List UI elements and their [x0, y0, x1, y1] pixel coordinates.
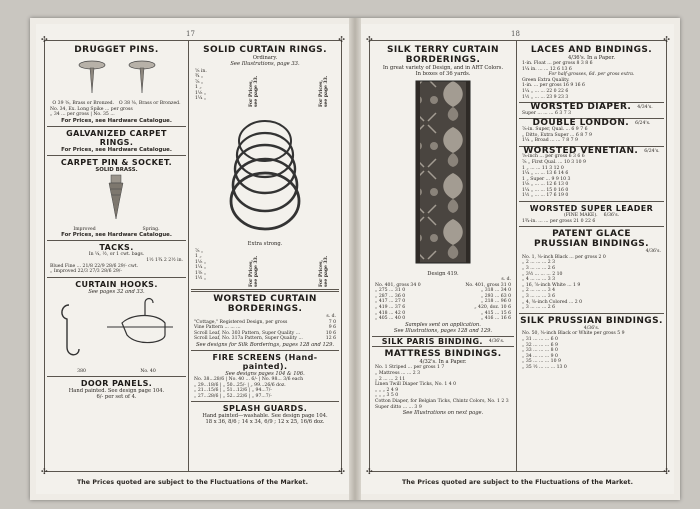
- carpet-pin-note: For Prices, see Hardware Catalogue.: [61, 232, 172, 239]
- worsted-diaper-price: 4/34's.: [637, 105, 653, 111]
- carpet-pin-label-left: Improved: [73, 226, 96, 232]
- worsted-row-price: 12 6: [325, 336, 336, 342]
- galvanized-note: For Prices, see Hardware Catalogue.: [61, 146, 172, 153]
- corner-ornament: ✣: [663, 467, 670, 476]
- mattress-row: Linen Twill Diaper Ticks, No. 1 4 0: [375, 382, 457, 388]
- glace-row: „ 3 ... ... ... 2 6: [522, 266, 556, 272]
- right-column: [191, 41, 339, 471]
- glace-row: „ 3 ... ... ... 3 6: [522, 294, 556, 299]
- tacks-line4: „ Improved 22/3 27/3 28/6 29/-: [50, 269, 122, 275]
- bordering-design-illustration: [372, 77, 514, 267]
- glace-row: „ 3 ... ... ... 2 6: [522, 305, 556, 311]
- rings-price-table-top: [191, 67, 339, 107]
- corner-ornament: ✣: [338, 35, 345, 44]
- laces-row: 1-in. Float ... per gross 8 3 8 6: [522, 61, 593, 66]
- ring-size: 1 „: [195, 254, 202, 260]
- worsted-row-price: 10 6: [325, 330, 336, 336]
- silk-terry-row-right: „ 218 ... 96 0: [480, 299, 511, 305]
- venetian-row: ⅝-inch ... per gross 6 3 6 6: [522, 154, 585, 160]
- worsted-borderings-title: WORSTED CURTAIN BORDERINGS.: [213, 294, 317, 314]
- left-page: [36, 24, 349, 494]
- fire-screens-title: FIRE SCREENS (Hand-painted).: [212, 352, 318, 371]
- ring-size: 1⅛ „: [195, 90, 207, 96]
- rings-price-label: For Prices, see page 33.: [249, 255, 259, 287]
- galvanized-title: GALVANIZED CARPET RINGS.: [66, 128, 167, 147]
- fire-screens-line: „ 29...18/6 | „ 50...25/- | „ 99...26/6 doz.: [194, 382, 286, 388]
- mattress-note: See Illustrations on next page.: [402, 410, 484, 417]
- laces-row: Green Extra Quality.: [522, 77, 570, 83]
- door-panels-line1: Hand painted. See design page 104.: [68, 388, 165, 395]
- right-page: [361, 24, 674, 494]
- silk-terry-title: SILK TERRY CURTAIN BORDERINGS.: [387, 45, 499, 65]
- worsted-leader-row: 1¾-in. ... ... per gross 21 0 22 6: [522, 218, 596, 224]
- venetian-row: 1 „ ... ... 11 3 12 0: [522, 165, 564, 171]
- left-column: [372, 41, 514, 471]
- laces-row: 1¼ in. ... ... 12 6 13 6: [522, 66, 572, 72]
- laces-title: LACES AND BINDINGS.: [530, 45, 653, 55]
- ring-size: 1¼ „: [195, 265, 207, 271]
- silk-prussian-row: „ 35 ½ ... ... ... 13 0: [522, 364, 567, 370]
- mattress-row: Super ditto ... ... 3 9: [375, 404, 422, 410]
- rings-price-table-bottom: [191, 247, 339, 287]
- silk-terry-subtitle2: In boxes of 36 yards.: [415, 71, 471, 77]
- carpet-pin-illustration: [47, 173, 186, 223]
- silk-paris-price: 4/36's.: [488, 338, 505, 344]
- laces-row: 1-in. ... per gross 16 9 16 6: [522, 83, 585, 89]
- double-london-price: 6/24's.: [635, 121, 651, 127]
- laces-sub: 4/36's. In a Paper.: [567, 55, 616, 61]
- mattress-row: No. 1 Striped ... per gross 1 7: [375, 365, 445, 371]
- corner-ornament: ✣: [366, 467, 373, 476]
- hook-label-right: No. 40: [140, 368, 156, 374]
- mattress-row: „ 2 ... ... 2 11: [375, 376, 406, 382]
- laces-row: 1¼ „ ... ... 22 0 22 6: [522, 88, 569, 94]
- mattress-row: „ „ „ 3 5 0: [375, 393, 399, 399]
- drugget-line2: „ 34 ... per gross | No. 35 ...: [50, 112, 115, 118]
- venetian-row: ⅞ „ First Qual. ... 10 3 10 9: [522, 159, 586, 165]
- worsted-leader-price: 6/36's.: [603, 213, 620, 219]
- corner-ornament: ✣: [663, 35, 670, 44]
- ring-size: ⅞ „: [195, 249, 204, 254]
- fire-screens-line: „ 21...15/6 | „ 51...12/6 | „ 94...7/-: [194, 388, 272, 394]
- worsted-leader-title: WORSTED SUPER LEADER: [529, 204, 654, 214]
- corner-ornament: ✣: [366, 35, 373, 44]
- silk-prussian-row: „ 32 ... ... ... 6 9: [522, 342, 558, 348]
- glace-row: „ 2 ... ... ... 2 3: [522, 260, 556, 266]
- drugget-title: DRUGGET PINS.: [74, 45, 159, 55]
- worsted-diaper-row: Super ... ... ... 6 3 7 3: [522, 110, 572, 116]
- curtain-hooks-illustration: [47, 295, 186, 365]
- double-london-row: 1¼ „ Broad ... ... 7 8 7 9: [522, 138, 578, 144]
- patent-glace-title: PATENT GLACE PRUSSIAN BINDINGS.: [534, 229, 649, 250]
- worsted-row-price: 7 0: [328, 319, 336, 325]
- silk-terry-row-left: „ 275 ... 31 0: [375, 288, 406, 294]
- worsted-venetian-price: 6/24's.: [644, 148, 660, 154]
- page-footer: The Prices quoted are subject to the Fluctuations of the Market.: [76, 479, 309, 486]
- silk-prussian-row: „ 31 ... ... ... 6 0: [522, 336, 558, 342]
- right-column: [519, 41, 664, 471]
- silk-terry-note1: Samples sent on application.: [405, 321, 481, 328]
- patent-glace-price: 4/36's.: [645, 249, 661, 255]
- double-london-title: DOUBLE LONDON.: [532, 118, 630, 129]
- splash-guards-title: SPLASH GUARDS.: [222, 404, 308, 414]
- drugget-fig2-label: O 38 ⅜, Brass or Bronzed.: [118, 101, 181, 106]
- hook-label-left: 380: [77, 368, 86, 374]
- worsted-row-name: "Cottage," Registered Design, per gross: [194, 319, 288, 325]
- open-catalogue: [30, 18, 680, 500]
- tacks-title: TACKS.: [99, 243, 134, 253]
- silk-prussian-row: „ 34 ... ... ... 9 0: [522, 353, 558, 359]
- venetian-row: 1¼ „ ... ... 15 0 16 0: [522, 187, 569, 193]
- corner-ornament: ✣: [41, 35, 48, 44]
- fire-screens-line: „ 27...28/6 | „ 52...22/6 | „ 97...7/-: [194, 393, 272, 399]
- design-label: Design 419.: [427, 271, 459, 277]
- worsted-row-price: 9 6: [328, 325, 336, 331]
- mattress-row: Cotton Diaper, for Belgian Ticks, Chintz Colors, No. 1 2 3: [375, 398, 509, 404]
- silk-terry-row-right: „ 415 ... 15 6: [480, 310, 511, 316]
- silk-terry-row-right: „ 293 ... 63 0: [480, 293, 511, 299]
- silk-terry-row-right: „ 420, doz. 10 6: [474, 304, 511, 310]
- silk-prussian-row: „ 33 ... ... ... 8 0: [522, 348, 558, 354]
- corner-ornament: ✣: [41, 467, 48, 476]
- venetian-row: 1¼ „ ... ... 13 6 14 6: [522, 171, 569, 177]
- rings-price-label: For Prices, see page 33.: [319, 255, 329, 287]
- silk-terry-row-left: „ 417 ... 27 0: [375, 299, 406, 305]
- worsted-note: See designs for Silk Borderings, pages 128 and 129.: [195, 341, 335, 348]
- rings-extra-label: Extra strong.: [247, 241, 283, 247]
- worsted-row-name: Vine Pattern ... ... ...: [194, 325, 241, 331]
- silk-prussian-title: SILK PRUSSIAN BINDINGS.: [520, 315, 663, 326]
- worsted-row-name: Scroll Leaf, No. 317a Pattern, Super Quality ...: [194, 336, 303, 342]
- rings-note: See Illustrations, page 33.: [230, 61, 300, 67]
- silk-terry-subtitle: In great variety of Design, and in ART Colors.: [382, 65, 504, 71]
- page-number: 17: [186, 30, 195, 38]
- silk-prussian-row: No. 50, ⅜-inch Black or White per gross 5 9: [522, 331, 625, 337]
- silk-prussian-price: 4/36's.: [583, 325, 600, 331]
- left-frame: [41, 35, 345, 476]
- right-frame: [366, 35, 670, 476]
- ring-size: 1 „: [195, 85, 202, 91]
- drugget-note: For Prices, see Hardware Catalogue.: [61, 117, 172, 124]
- rings-price-label: For Prices, see page 33.: [319, 75, 329, 107]
- silk-terry-note2: See Illustrations, pages 128 and 129.: [393, 327, 493, 334]
- curtain-hooks-note: See pages 32 and 33.: [88, 288, 145, 295]
- glace-row: „ 16, ⅝-inch White ... 1 9: [522, 282, 581, 288]
- venetian-row: 1⅛ „ ... ... 12 6 13 0: [522, 182, 569, 188]
- mattress-sub: 4/32's. In a Paper.: [419, 359, 467, 366]
- curtain-hooks-title: CURTAIN HOOKS.: [75, 279, 158, 289]
- tacks-line2: 1½ 1¾ 2 2½ in.: [146, 257, 183, 263]
- silk-terry-row-left: No. 401, gross 34 0: [375, 282, 421, 288]
- page-footer: The Prices quoted are subject to the Fluctuations of the Market.: [401, 479, 634, 486]
- ring-size: ¾ „: [195, 74, 204, 80]
- drugget-pins-illustration: [47, 55, 186, 97]
- door-panels-line2: 6/- per set of 4.: [96, 394, 137, 401]
- door-panels-title: DOOR PANELS.: [80, 379, 153, 389]
- double-london-row: „ Ditto, Extra Super ... 6 8 7 9: [522, 132, 592, 138]
- silk-terry-row-left: „ 418 ... 42 0: [375, 310, 406, 316]
- laces-row: 1½ „ ... ... 23 9 23 3: [522, 94, 569, 100]
- rings-title: SOLID CURTAIN RINGS.: [203, 45, 327, 55]
- splash-line1: Hand painted—washable. See design page 104.: [202, 413, 328, 420]
- rings-price-label: For Prices, see page 33.: [249, 75, 259, 107]
- glace-row: „ 4, ⅜-inch Colored ... 2 0: [522, 299, 583, 305]
- worsted-col-head: s. d.: [326, 314, 336, 319]
- book-gutter: [349, 18, 361, 500]
- page-number: 18: [511, 30, 520, 38]
- laces-row: For half-grosses, 6d. per gross extra.: [548, 72, 635, 78]
- rings-subtitle: Ordinary.: [252, 55, 278, 61]
- mattress-title: MATTRESS BINDINGS.: [384, 349, 502, 360]
- worsted-venetian-title: WORSTED VENETIAN.: [523, 145, 639, 156]
- ring-size: 1¼ „: [195, 96, 207, 102]
- ring-size: ⅝ in.: [195, 69, 207, 74]
- worsted-leader-sub: (FINE MAKE).: [563, 213, 598, 219]
- ring-size: ⅞ „: [195, 79, 204, 85]
- curtain-rings-illustration: [191, 107, 339, 237]
- ring-size: 1⅜ „: [195, 270, 207, 276]
- carpet-pin-label-right: Spring.: [142, 226, 160, 232]
- mattress-row: „ „ „ 2 4 9: [375, 387, 399, 393]
- silk-terry-row-right: „ 416 ... 16 6: [480, 316, 511, 322]
- glace-row: „ 3½ ... ... ... 2 10: [522, 271, 563, 277]
- glace-row: „ 4 ... ... ... 3 3: [522, 277, 556, 283]
- carpet-pin-title: CARPET PIN & SOCKET.: [60, 157, 173, 167]
- double-london-row: ⅞-in. Super, Qual. ... 6 9 7 6: [522, 126, 588, 132]
- silk-prussian-row: „ 35 ... ... ... 10 9: [522, 359, 561, 365]
- ring-size: 1⅛ „: [195, 259, 207, 265]
- worsted-row-name: Scroll Leaf, No. 303 Pattern, Super Quality ...: [194, 330, 301, 336]
- silk-paris-title: SILK PARIS BINDING.: [381, 336, 483, 346]
- ring-size: 1½ „: [195, 276, 207, 282]
- left-column: [47, 41, 186, 471]
- glace-row: No. 1, ⅜-inch Black ... per gross 2 0: [522, 254, 606, 260]
- fire-screens-note: See designs pages 104 & 106.: [225, 370, 305, 377]
- carpet-pin-subtitle: SOLID BRASS.: [95, 166, 138, 173]
- worsted-diaper-title: WORSTED DIAPER.: [530, 102, 632, 113]
- silk-terry-col-head: s. d.: [501, 277, 511, 282]
- silk-terry-row-left: „ 287 ... 36 0: [375, 293, 406, 299]
- tacks-line1: In ¼, ½, or 1 cwt. bags.: [88, 252, 145, 258]
- silk-terry-row-right: No. 401, gross 31 0: [465, 282, 511, 288]
- mattress-row: „ Mattress ... ... 2 3: [375, 370, 421, 376]
- tacks-line3: Blued Fine ... 21/8 22/9 28/6 29/- cwt.: [50, 263, 139, 269]
- silk-terry-row-left: „ 405 ... 40 0: [375, 316, 406, 322]
- silk-terry-row-left: „ 419 ... 37 6: [375, 304, 406, 310]
- splash-line2: 18 x 36, 8/6 ; 14 x 34, 6/9 ; 12 x 25, 16/6 doz.: [205, 419, 325, 426]
- venetian-row: 1½ „ ... ... 17 6 19 0: [522, 193, 569, 199]
- drugget-fig1-label: O 39 ⅜, Brass or Bronzed.: [52, 101, 115, 106]
- glace-row: „ 2 ... ... ... 3 4: [522, 288, 556, 294]
- venetian-row: 1 „ Super ... 9 9 10 3: [522, 176, 571, 182]
- silk-terry-row-right: „ 318 ... 34 0: [480, 288, 511, 294]
- corner-ornament: ✣: [338, 467, 345, 476]
- drugget-line1: No. 34, Ex. Long Spike ... per gross: [50, 106, 133, 112]
- fire-screens-line: No. 38...28/6 | No. 40 ... 6/- | No. 98... 3/6 each: [194, 376, 304, 382]
